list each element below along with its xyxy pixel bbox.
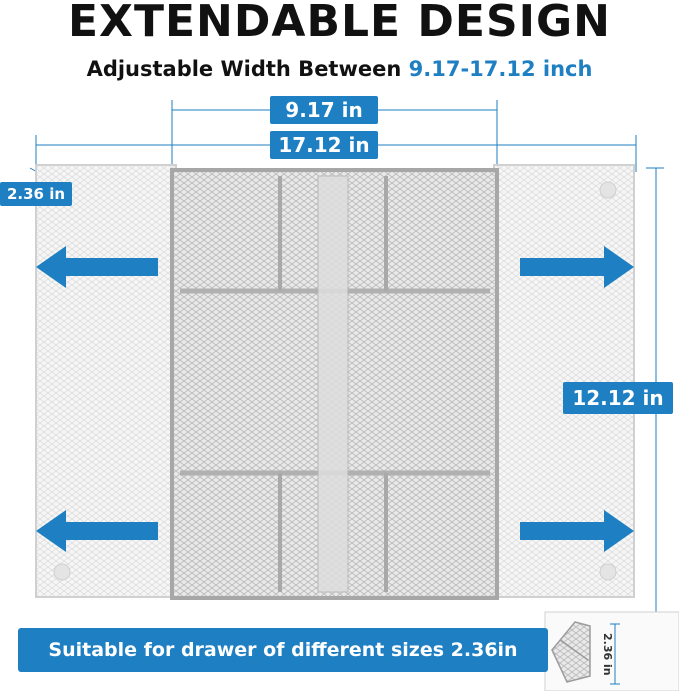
center-tray [172, 170, 497, 598]
page-title: EXTENDABLE DESIGN [68, 0, 611, 47]
thumb-depth-label: 2.36 in [601, 632, 614, 676]
side-depth-label: 2.36 in [0, 182, 72, 206]
subtitle-prefix: Adjustable Width Between [86, 57, 409, 81]
page-subtitle [0, 54, 679, 84]
height-label: 12.12 in [563, 382, 673, 414]
outer-width-label: 17.12 in [270, 131, 378, 159]
subtitle-range: 9.17-17.12 inch [408, 57, 593, 81]
inner-width-label: 9.17 in [270, 96, 378, 124]
banner: Suitable for drawer of different sizes 2.36in [18, 628, 548, 672]
